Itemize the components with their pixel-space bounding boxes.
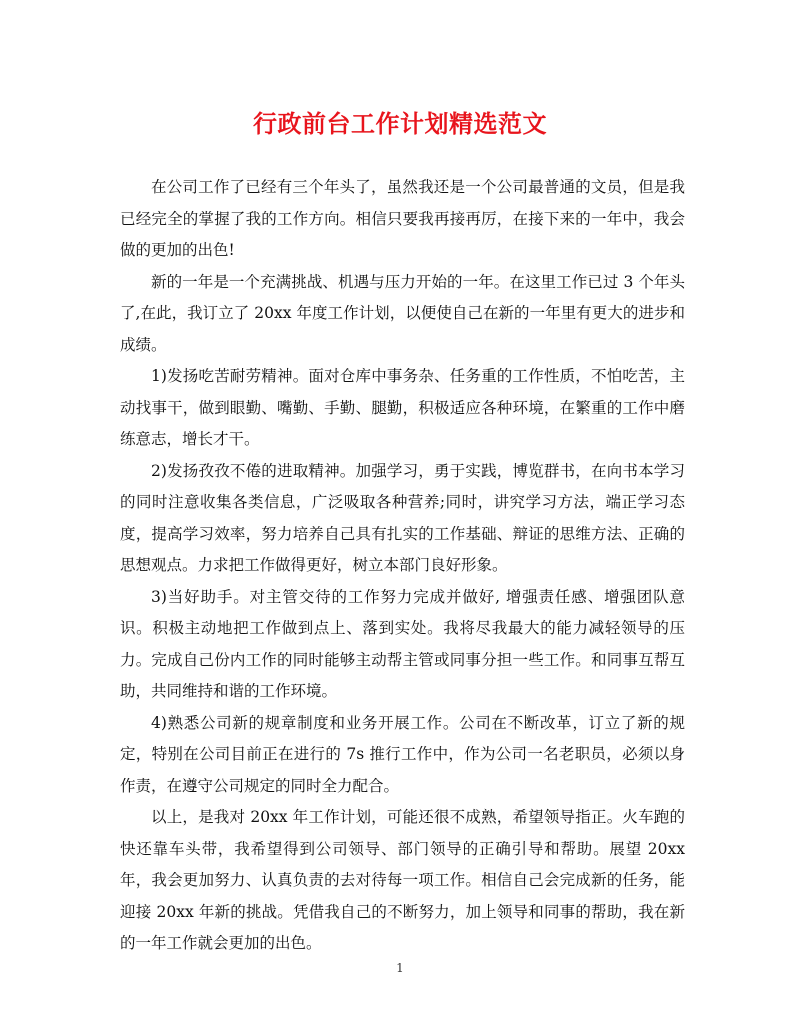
paragraph-new-year: 新的一年是一个充满挑战、机遇与压力开始的一年。在这里工作已过 3 个年头了,在此，我订立了 20xx 年度工作计划，以便使自己在新的一年里有更大的进步和成绩。 [120,272,685,354]
paragraph-intro: 在公司工作了已经有三个年头了，虽然我还是一个公司最普通的文员，但是我已经完全的掌握了我的工作方向。相信只要我再接再厉，在接下来的一年中，我会做的更加的出色! [120,178,685,259]
paragraph-item-1: 1)发扬吃苦耐劳精神。面对仓库中事务杂、任务重的工作性质，不怕吃苦，主动找事干，做到眼勤、嘴勤、手勤、腿勤，积极适应各种环境，在繁重的工作中磨练意志，增长才干。 [120,367,685,448]
paragraph-item-2: 2)发扬孜孜不倦的进取精神。加强学习，勇于实践，博览群书，在向书本学习的同时注意收集各类信息，广泛吸取各种营养;同时，讲究学习方法，端正学习态度，提高学习效率，努力培养自己具有扎实的工作基础、辩证的思维方法、正确的思想观点。力求把工作做得更好，树立本部门良好形象。 [120,461,685,574]
paragraph-item-3: 3)当好助手。对主管交待的工作努力完成并做好, 增强责任感、增强团队意识。积极主动地把工作做到点上、落到实处。我将尽我最大的能力减轻领导的压力。完成自己份内工作的同时能够主动帮主管或同事分担一些工作。和同事互帮互助，共同维持和谐的工作环境。 [120,587,685,700]
paragraph-item-4: 4)熟悉公司新的规章制度和业务开展工作。公司在不断改革，订立了新的规定，特别在公司目前正在进行的 7s 推行工作中，作为公司一名老职员，必须以身作责，在遵守公司规定的同时全力配合。 [120,713,685,795]
document-body [120,172,685,960]
paragraph-conclusion: 以上，是我对 20xx 年工作计划，可能还很不成熟，希望领导指正。火车跑的快还靠车头带，我希望得到公司领导、部门领导的正确引导和帮助。展望 20xx 年，我会更加努力、认真负责的去对待每一项工作。相信自己会完成新的任务，能迎接 20xx 年新的挑战。凭借我自己的不断努力，加上领导和同事的帮助，我在新的一年工作就会更加的出色。 [120,808,685,952]
document-title: 行政前台工作计划精选范文 [253,109,547,138]
page-number: 1 [396,961,404,975]
